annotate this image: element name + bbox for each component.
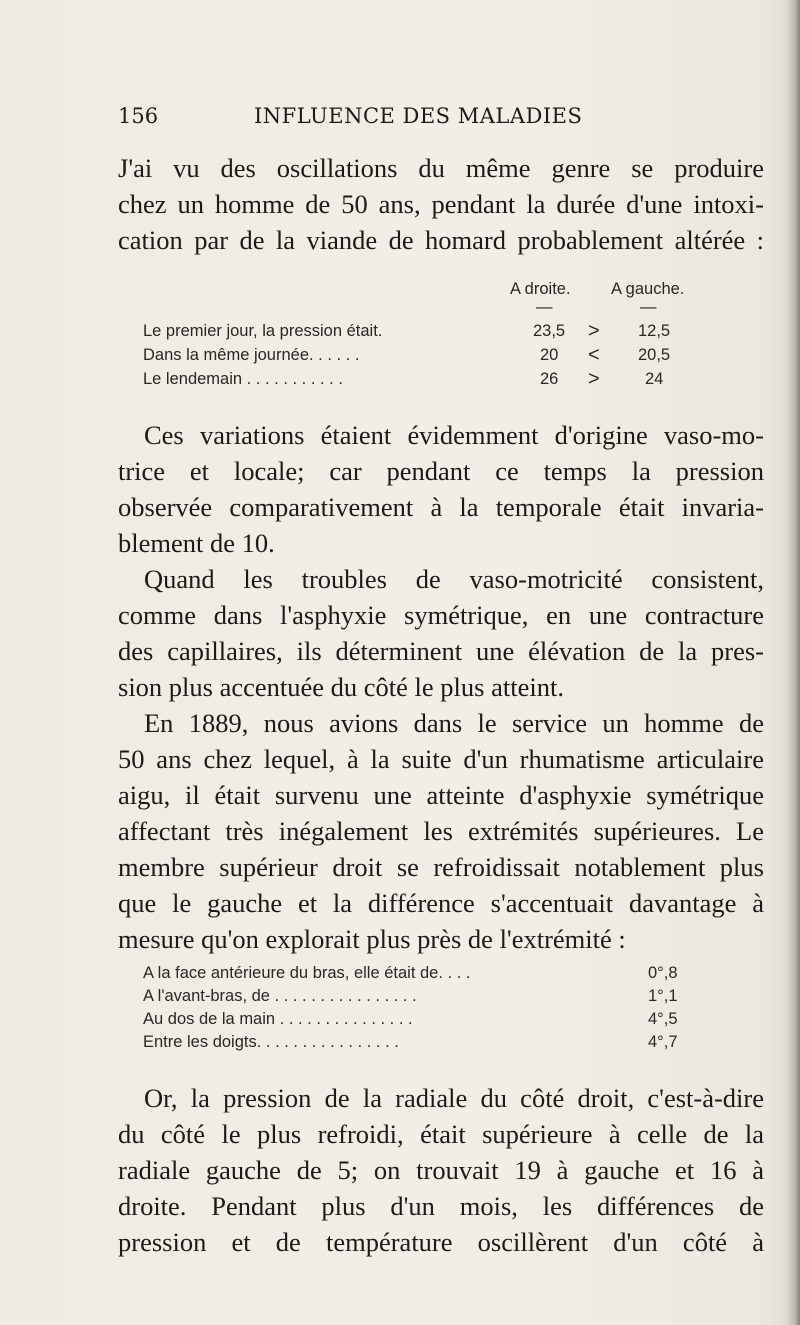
text-line: membre supérieur droit se refroidissait notablement plus: [118, 852, 764, 882]
text-line: J'ai vu des oscillations du même genre se produire: [118, 153, 764, 183]
text-line: affectant très inégalement les extrémités supérieures. Le: [118, 816, 764, 846]
comparison-sign: <: [588, 344, 600, 366]
text-line: aigu, il était survenu une atteinte d'asphyxie symétrique: [118, 780, 764, 810]
row-label: Dans la même journée. . . . . .: [143, 346, 360, 364]
text-line: que le gauche et la différence s'accentuait davantage à: [118, 888, 764, 918]
page-number: 156: [118, 104, 159, 128]
paragraph-body: [118, 417, 764, 957]
text-line: comme dans l'asphyxie symétrique, en une contracture: [118, 600, 764, 630]
value-right: 23,5: [533, 322, 566, 340]
row-label: A l'avant-bras, de . . . . . . . . . . . . . . . .: [143, 987, 417, 1005]
text-line: 50 ans chez lequel, à la suite d'un rhumatisme articulaire: [118, 744, 764, 774]
value-right: 26: [540, 370, 559, 388]
text-line: pression et de température oscillèrent d'un côté à: [118, 1227, 764, 1257]
row-label: Le lendemain . . . . . . . . . . .: [143, 370, 343, 388]
paragraph-intro: [118, 150, 764, 258]
text-line: radiale gauche de 5; on trouvait 19 à gauche et 16 à: [118, 1155, 764, 1185]
temperature-value: 1°,1: [648, 987, 678, 1005]
temperature-value: 4°,5: [648, 1010, 678, 1028]
comparison-sign: >: [588, 368, 600, 390]
temperature-value: 4°,7: [648, 1033, 678, 1051]
text-line: Or, la pression de la radiale du côté droit, c'est-à-dire: [144, 1083, 764, 1113]
text-line: blement de 10.: [118, 528, 275, 558]
value-left: 20,5: [638, 346, 671, 364]
value-left: 12,5: [638, 322, 671, 340]
text-line: Ces variations étaient évidemment d'origine vaso-mo-: [144, 420, 764, 450]
text-line: droite. Pendant plus d'un mois, les différences de: [118, 1191, 764, 1221]
text-line: du côté le plus refroidi, était supérieure à celle de la: [118, 1119, 764, 1149]
comparison-sign: >: [588, 320, 600, 342]
text-line: mesure qu'on explorait plus près de l'extrémité :: [118, 924, 626, 954]
row-label: Au dos de la main . . . . . . . . . . . . . . .: [143, 1010, 413, 1028]
running-title: INFLUENCE DES MALADIES: [254, 104, 583, 128]
temperature-value: 0°,8: [648, 964, 678, 982]
running-header: [118, 104, 718, 134]
text-line: observée comparativement à la temporale était invaria-: [118, 492, 764, 522]
value-right: 20: [540, 346, 559, 364]
column-header-left: A gauche.: [611, 280, 685, 298]
row-label: Entre les doigts. . . . . . . . . . . . . . . .: [143, 1033, 399, 1051]
paragraph-conclusion: [118, 1080, 764, 1260]
row-label: A la face antérieure du bras, elle était de. . . .: [143, 964, 471, 982]
column-dash: —: [536, 298, 553, 316]
column-header-right: A droite.: [510, 280, 571, 298]
text-line: sion plus accentuée du côté le plus atteint.: [118, 672, 564, 702]
text-line: trice et locale; car pendant ce temps la pression: [118, 456, 764, 486]
text-line: chez un homme de 50 ans, pendant la durée d'une intoxi-: [118, 189, 764, 219]
text-line: En 1889, nous avions dans le service un homme de: [144, 708, 764, 738]
text-line: Quand les troubles de vaso-motricité consistent,: [144, 564, 764, 594]
text-line: des capillaires, ils déterminent une élévation de la pres-: [118, 636, 764, 666]
page-edge-shadow: [786, 0, 800, 1325]
column-dash: —: [640, 298, 657, 316]
row-label: Le premier jour, la pression était.: [143, 322, 383, 340]
value-left: 24: [645, 370, 664, 388]
text-line: cation par de la viande de homard probablement altérée :: [118, 225, 764, 255]
